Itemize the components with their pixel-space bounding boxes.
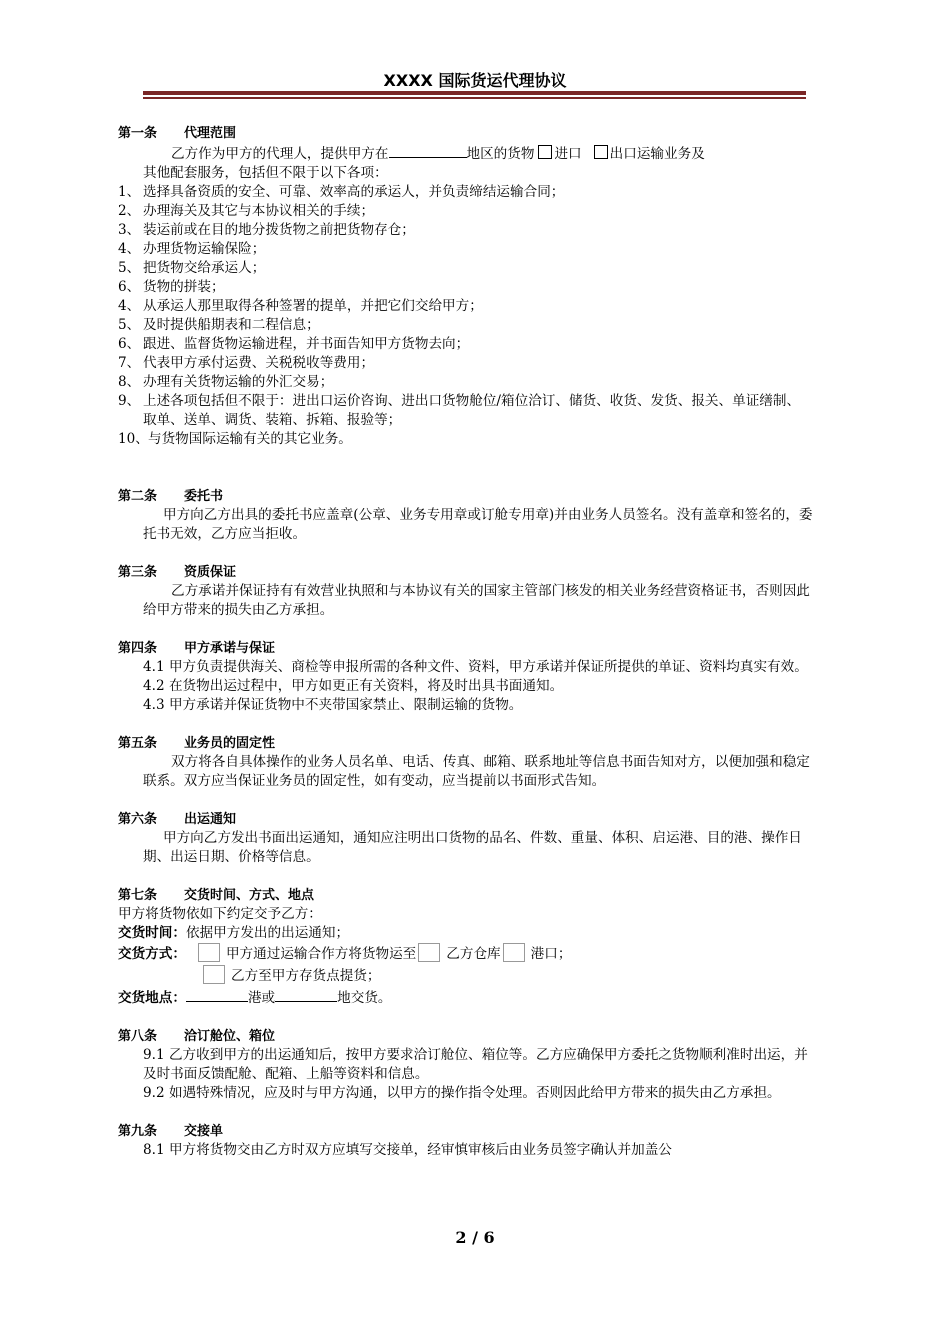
delivery-mode-row-2: 乙方至甲方存货点提货； [118,965,813,987]
section-paragraph: 乙方作为甲方的代理人，提供甲方在 地区的货物 进口 出口运输业务及 [118,143,813,164]
mode-transport-checkbox[interactable] [198,943,220,962]
list-item-number: 5、 [118,260,141,276]
document-title: XXXX 国际货运代理协议 [383,71,567,90]
delivery-time-row: 交货时间：依据甲方发出的出运通知； [118,925,350,941]
list-item-text: 代表甲方承付运费、关税税收等费用； [143,355,375,371]
list-item-text: 及时提供船期表和二程信息； [143,317,320,333]
region-blank-field[interactable] [389,143,467,158]
list-item [118,335,813,354]
list-item [118,297,813,316]
list-item-number: 9、 [118,393,141,409]
section-paragraph: 4.3 甲方承诺并保证货物中不夹带国家禁止、限制运输的货物。 [143,697,523,713]
section-paragraph: 9.2 如遇特殊情况，应及时与甲方沟通，以甲方的操作指令处理。否则因此给甲方带来的损失由乙方承担。 [143,1085,781,1101]
list-item [118,354,813,373]
section-paragraph: 4.2 在货物出运过程中，甲方如更正有关资料，将及时出具书面通知。 [143,678,564,694]
list-item-text: 上述各项包括但不限于：进出口运价咨询、进出口货物舱位/箱位洽订、储货、收货、发货、报关、单证缮制、取单、送单、调货、装箱、拆箱、报验等； [143,393,801,428]
list-item-number: 4、 [118,298,141,314]
list-item-text: 装运前或在目的地分拨货物之前把货物存仓； [143,222,415,238]
list-item-text: 把货物交给承运人； [143,260,266,276]
section-heading: 第九条 交接单 [118,1124,224,1139]
section-paragraph: 8.1 甲方将货物交由乙方时双方应填写交接单，经审慎审核后由业务员签字确认并加盖公 [143,1142,672,1158]
list-item-text: 货物的拼装； [143,279,225,295]
import-checkbox[interactable] [538,145,552,159]
section-paragraph: 甲方向乙方发出书面出运通知，通知应注明出口货物的品名、件数、重量、体积、启运港、目的港、操作日期、出运日期、价格等信息。 [143,830,802,865]
section-heading: 第八条 洽订舱位、箱位 [118,1029,276,1044]
list-item-number: 3、 [118,222,141,238]
page-number: 2 / 6 [455,1228,495,1247]
list-item-number: 7、 [118,355,141,371]
section-paragraph: 4.1 甲方负责提供海关、商检等申报所需的各种文件、资料，甲方承诺并保证所提供的单证、资料均真实有效。 [143,659,808,675]
title-rule-thick [143,91,806,95]
section-paragraph: 甲方将货物依如下约定交予乙方： [118,906,322,922]
list-item-number: 2、 [118,203,141,219]
section-heading: 第四条 甲方承诺与保证 [118,641,276,656]
section-paragraph: 其他配套服务，包括但不限于以下各项： [143,165,388,181]
list-item [118,392,813,430]
section-heading: 第一条 代理范围 [118,126,237,141]
list-item [118,373,813,392]
section-heading: 第五条 业务员的固定性 [118,736,276,751]
list-item-text: 办理货物运输保险； [143,241,266,257]
list-item [118,240,813,259]
section-heading: 第二条 委托书 [118,489,224,504]
port-blank-field[interactable] [186,987,248,1002]
section-heading: 第六条 出运通知 [118,812,237,827]
list-item-number: 4、 [118,241,141,257]
section-paragraph: 乙方承诺并保证持有有效营业执照和与本协议有关的国家主管部门核发的相关业务经营资格证书，否则因此给甲方带来的损失由乙方承担。 [143,583,810,618]
list-item-text: 选择具备资质的安全、可靠、效率高的承运人，并负责缔结运输合同； [143,184,565,200]
document-body [118,124,813,1160]
mode-pickup-checkbox[interactable] [203,965,225,984]
list-item [118,221,813,240]
list-item-text: 跟进、监督货物运输进程，并书面告知甲方货物去向； [143,336,470,352]
list-item [118,183,813,202]
list-item [118,316,813,335]
list-item-text: 办理海关及其它与本协议相关的手续； [143,203,375,219]
list-item [118,202,813,221]
section-heading: 第七条 交货时间、方式、地点 [118,888,315,903]
export-checkbox[interactable] [594,145,608,159]
list-item-number: 6、 [118,336,141,352]
mode-warehouse-checkbox[interactable] [418,943,440,962]
mode-port-checkbox[interactable] [503,943,525,962]
delivery-mode-row: 交货方式： 甲方通过运输合作方将货物运至 乙方仓库 港口； [118,943,813,965]
list-item-text: 从承运人那里取得各种签署的提单，并把它们交给甲方； [143,298,483,314]
section-paragraph: 双方将各自具体操作的业务人员名单、电话、传真、邮箱、联系地址等信息书面告知对方，以便加强和稳定联系。双方应当保证业务员的固定性，如有变动，应当提前以书面形式告知。 [143,754,810,789]
list-item [118,259,813,278]
list-item-number: 5、 [118,317,141,333]
section-paragraph: 9.1 乙方收到甲方的出运通知后，按甲方要求洽订舱位、箱位等。乙方应确保甲方委托之货物顺利准时出运，并及时书面反馈配舱、配箱、上船等资料和信息。 [143,1047,808,1082]
place-blank-field[interactable] [275,987,337,1002]
list-item: 10、与货物国际运输有关的其它业务。 [118,431,352,447]
list-item-number: 8、 [118,374,141,390]
list-item-text: 办理有关货物运输的外汇交易； [143,374,334,390]
list-item-number: 1、 [118,184,141,200]
list-item-number: 6、 [118,279,141,295]
section-heading: 第三条 资质保证 [118,565,237,580]
title-rule-thin [143,97,806,99]
list-item [118,278,813,297]
section-paragraph: 甲方向乙方出具的委托书应盖章(公章、业务专用章或订舱专用章)并由业务人员签名。没有盖章和签名的，委托书无效，乙方应当拒收。 [143,507,813,542]
delivery-place-row: 交货地点： 港或 地交货。 [118,987,813,1008]
service-item-list [118,183,813,430]
